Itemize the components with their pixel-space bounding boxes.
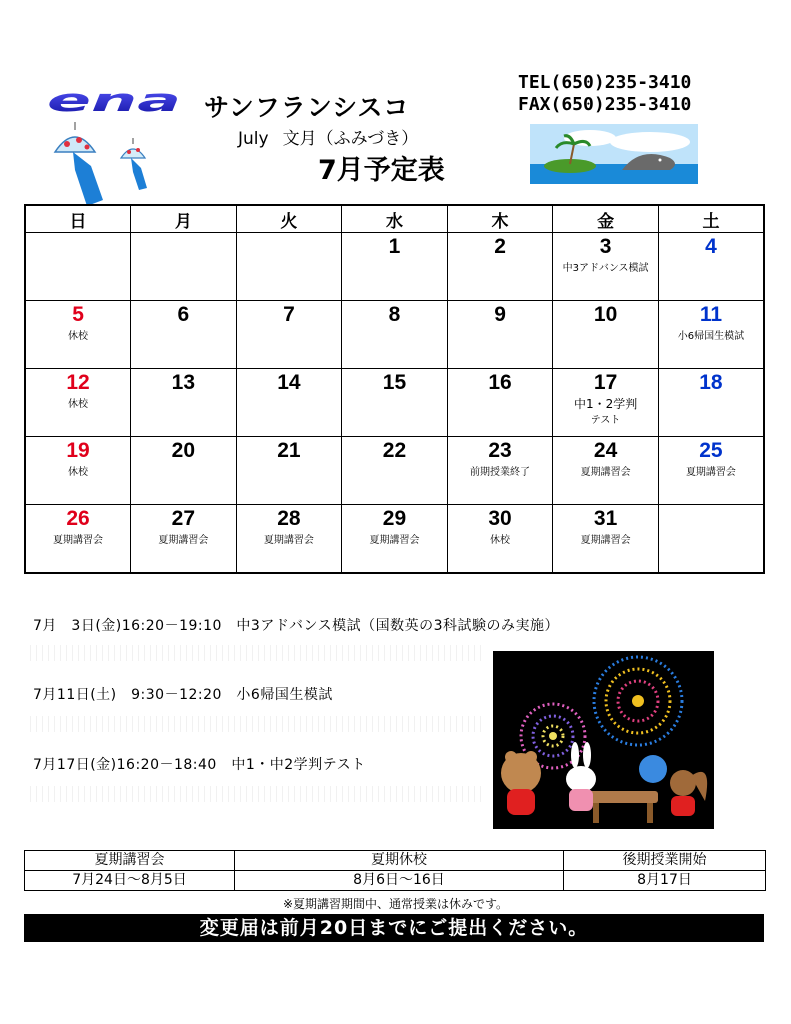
- day-cell: [553, 369, 659, 437]
- day-cell: [131, 233, 237, 301]
- day-number: 19: [66, 439, 90, 462]
- calendar-table: [24, 204, 765, 574]
- faint-scan-line: [30, 645, 485, 661]
- day-cell: [131, 505, 237, 574]
- weekday-header-row: [25, 205, 764, 233]
- day-number: 11: [699, 303, 723, 326]
- day-number: 30: [488, 507, 512, 530]
- day-cell: [25, 437, 131, 505]
- island-whale-illustration: [530, 124, 698, 184]
- day-cell: [131, 301, 237, 369]
- month-english: July: [238, 129, 269, 149]
- day-number: 7: [283, 303, 295, 326]
- day-cell: [658, 369, 764, 437]
- day-number: 14: [277, 371, 301, 394]
- day-note: 前期授業終了: [470, 467, 531, 478]
- day-number: 1: [388, 235, 401, 258]
- day-number: 20: [171, 439, 196, 462]
- day-number: 3: [599, 235, 612, 258]
- day-cell: [447, 369, 553, 437]
- day-number: 24: [593, 439, 618, 462]
- fireworks-animals-illustration: [493, 651, 714, 829]
- day-cell: [25, 369, 131, 437]
- calendar-week: [25, 233, 764, 301]
- day-cell: [342, 437, 448, 505]
- weekday-sun: 日: [25, 205, 131, 233]
- month-japanese: 文月（ふみづき）: [282, 129, 419, 149]
- summer-course-dates: 7月24日～8月5日: [25, 871, 235, 891]
- day-cell: [342, 233, 448, 301]
- day-cell: [342, 505, 448, 574]
- day-note: 小6帰国生模試: [677, 331, 745, 342]
- day-cell: [25, 505, 131, 574]
- day-number: 4: [705, 235, 717, 258]
- day-number: 28: [277, 507, 301, 530]
- day-number: 8: [388, 303, 401, 326]
- day-note: 夏期講習会: [53, 535, 104, 546]
- wind-chime-illustration: [45, 122, 155, 208]
- day-note: 夏期講習会: [580, 535, 631, 546]
- day-cell: [658, 233, 764, 301]
- day-cell: [131, 437, 237, 505]
- notice-banner: 変更届は前月20日までにご提出ください。: [24, 914, 764, 942]
- day-cell: [342, 301, 448, 369]
- day-number: 17: [593, 371, 618, 394]
- day-note: 中1・2学判: [573, 397, 638, 411]
- day-number: 16: [488, 371, 512, 394]
- summer-note: ※夏期講習期間中、通常授業は休みです。: [282, 897, 509, 911]
- day-number: 12: [66, 371, 90, 394]
- summer-schedule-table: [24, 850, 766, 891]
- calendar-week: [25, 369, 764, 437]
- day-note: 休校: [68, 331, 89, 342]
- day-number: 21: [277, 439, 301, 462]
- day-number: 15: [382, 371, 407, 394]
- day-cell: [342, 369, 448, 437]
- calendar-week: [25, 437, 764, 505]
- day-cell: [553, 437, 659, 505]
- day-note: 夏期講習会: [369, 535, 420, 546]
- day-number: 6: [177, 303, 190, 326]
- day-number: 25: [699, 439, 723, 462]
- day-number: 23: [488, 439, 512, 462]
- day-cell: [236, 505, 342, 574]
- day-cell: [447, 437, 553, 505]
- day-number: 26: [66, 507, 90, 530]
- day-number: 13: [171, 371, 196, 394]
- day-number: 5: [72, 303, 84, 326]
- day-cell: [553, 505, 659, 574]
- day-cell: [658, 437, 764, 505]
- faint-scan-line: [30, 716, 485, 732]
- day-cell: [447, 233, 553, 301]
- fax-number: FAX(650)235-3410: [518, 94, 692, 115]
- calendar-week: [25, 505, 764, 574]
- day-number: 29: [382, 507, 407, 530]
- day-cell: [658, 301, 764, 369]
- weekday-fri: 金: [553, 205, 659, 233]
- event-returnee-exam: 7月11日(土) 9:30－12:20 小6帰国生模試: [33, 687, 333, 703]
- day-number: 31: [593, 507, 618, 530]
- day-number: 2: [494, 235, 506, 258]
- faint-scan-line: [30, 786, 485, 802]
- second-term-date: 8月17日: [564, 871, 766, 891]
- day-note: 休校: [68, 399, 89, 410]
- day-cell: [553, 301, 659, 369]
- day-cell: [236, 301, 342, 369]
- day-note: 夏期講習会: [158, 535, 209, 546]
- second-term-header: 後期授業開始: [564, 851, 766, 871]
- day-cell: [447, 301, 553, 369]
- day-cell: [553, 233, 659, 301]
- day-cell: [236, 437, 342, 505]
- summer-closure-dates: 8月6日～16日: [235, 871, 564, 891]
- day-cell: [131, 369, 237, 437]
- day-number: 22: [382, 439, 407, 462]
- day-cell: [447, 505, 553, 574]
- day-note-line2: テスト: [590, 415, 621, 426]
- day-note: 夏期講習会: [685, 467, 736, 478]
- summer-date-row: [25, 871, 766, 891]
- weekday-thu: 木: [447, 205, 553, 233]
- day-cell: [25, 233, 131, 301]
- day-cell: [25, 301, 131, 369]
- svg-text:ena: ena: [47, 88, 181, 114]
- day-note: 夏期講習会: [263, 535, 314, 546]
- summer-header-row: [25, 851, 766, 871]
- weekday-sat: 土: [658, 205, 764, 233]
- weekday-mon: 月: [131, 205, 237, 233]
- day-number: 9: [494, 303, 506, 326]
- page-title: 7月予定表: [318, 155, 445, 186]
- day-cell: [658, 505, 764, 574]
- day-note: 休校: [68, 467, 89, 478]
- event-advance-exam: 7月 3日(金)16:20－19:10 中3アドバンス模試（国数英の3科試験のみ実施）: [33, 618, 560, 634]
- tel-number: TEL(650)235-3410: [518, 72, 692, 93]
- ena-logo: [45, 88, 185, 114]
- day-cell: [236, 233, 342, 301]
- day-number: 27: [171, 507, 196, 530]
- day-note: 中3アドバンス模試: [562, 263, 649, 274]
- weekday-wed: 水: [342, 205, 448, 233]
- calendar-week: [25, 301, 764, 369]
- day-number: 18: [699, 371, 723, 394]
- summer-closure-header: 夏期休校: [235, 851, 564, 871]
- event-gakuhan-test: 7月17日(金)16:20－18:40 中1・中2学判テスト: [33, 757, 366, 773]
- school-name: サンフランシスコ: [204, 93, 410, 122]
- month-line: [238, 124, 432, 149]
- weekday-tue: 火: [236, 205, 342, 233]
- day-cell: [236, 369, 342, 437]
- day-note: 休校: [490, 535, 511, 546]
- day-number: 10: [593, 303, 618, 326]
- day-note: 夏期講習会: [580, 467, 631, 478]
- summer-course-header: 夏期講習会: [25, 851, 235, 871]
